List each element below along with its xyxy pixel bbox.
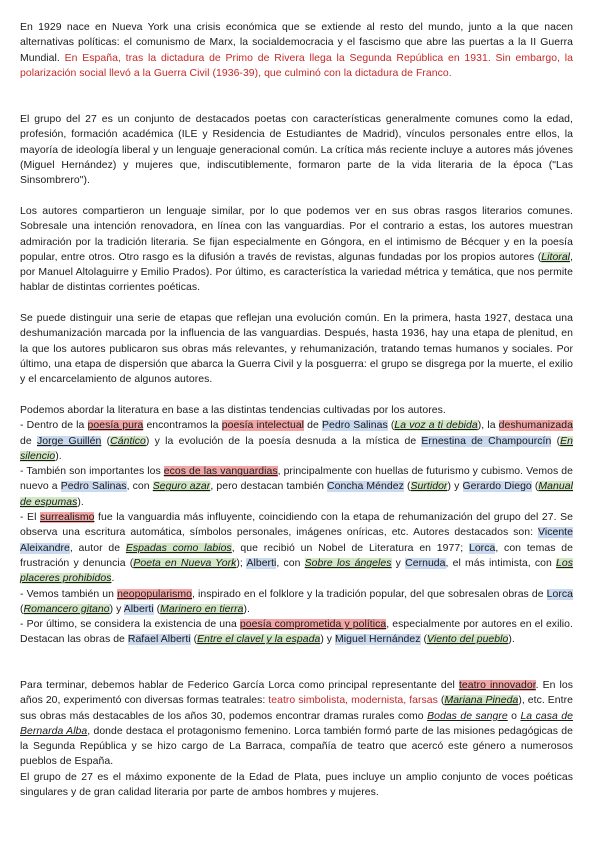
trend-highlight: neopopularismo	[117, 588, 193, 600]
author-name: Lorca	[468, 542, 496, 554]
author-name: Ernestina de Champourcín	[421, 435, 552, 447]
work-title: Mariana Pineda	[444, 695, 519, 707]
author-name: Lorca	[546, 588, 573, 600]
author-name: Gerardo Diego	[462, 481, 532, 493]
author-name: Vicente Aleixandre	[20, 527, 573, 554]
trend-highlight: ecos de las vanguardias	[163, 466, 278, 478]
work-title: Los placeres prohibidos	[20, 557, 574, 585]
trend-highlight: poesía intelectual	[221, 420, 305, 432]
theatre-forms-red-text: teatro simbolista, modernista, farsas	[268, 695, 438, 707]
work-title: Sobre los ángeles	[304, 557, 392, 569]
author-name: Pedro Salinas	[321, 420, 388, 432]
paragraph-context	[20, 20, 573, 81]
paragraph-trends: Podemos abordar la literatura en base a las distintas tendencias cultivadas por los autores. - Dentro de la poesía pura encontramos la poesía intelectual de Pedro Salinas (La voz a ti debida), la deshumanizada de Jorge Guillén (Cántico) y la evolución de la poesía desnuda a la mística de Ernestina de Champourcín (En silencio). - También son importantes los ecos de las vanguardias, principalmente con huellas de futurismo y cubismo. Vemos de nuevo a Pedro Salinas, con Seguro azar, pero destacan también Concha Méndez (Surtidor) y Gerardo Diego (Manual de espumas). - El surrealismo fue la vanguardia más influyente, coincidiendo con la etapa de rehumanización del grupo del 27. Se observa una escritura automática, símbolos personales, imágenes oníricas, etc. Autores destacados son: Vicente Aleixandre, autor de Espadas como labios, que recibió un Nobel de Literatura en 1977; Lorca, con temas de frustración y denuncia (Poeta en Nueva York); Alberti, con Sobre los ángeles y Cernuda, el más intimista, con Los placeres prohibidos. - Vemos también un neopopularismo, inspirado en el folklore y la tradición popular, del que sobresalen obras de Lorca (Romancero gitano) y Alberti (Marinero en tierra). - Por último, se considera la existencia de una poesía comprometida y política, especialmente por autores en el exilio. Destacan las obras de Rafael Alberti (Entre el clavel y la espada) y Miguel Hernández (Viento del pueblo).	[20, 405, 574, 646]
trend-comprometida: - Por último, se considera la existencia de una poesía comprometida y política, especialmente por autores en el exilio. Destacan las obras de Rafael Alberti (Entre el clavel y la espada) y Miguel Hernández (Viento del pueblo).	[20, 619, 573, 646]
work-title: Marinero en tierra	[160, 603, 244, 615]
paragraph-conclusion: El grupo de 27 es el máximo exponente de la Edad de Plata, pues incluye un amplio conjunto de voces poéticas singulares y de gran calidad literaria por parte de ambos hombres y mujeres.	[20, 772, 573, 799]
trend-highlight: poesía comprometida y política	[239, 619, 387, 631]
work-title: Viento del pueblo	[427, 634, 509, 646]
work-title: Entre el clavel y la espada	[197, 634, 321, 646]
trend-highlight: deshumanizada	[498, 420, 574, 432]
work-title: Manual de espumas	[20, 481, 573, 508]
trend-vanguardias: - También son importantes los ecos de las vanguardias, principalmente con huellas de futurismo y cubismo. Vemos de nuevo a Pedro Salinas, con Seguro azar, pero destacan también Concha Méndez (Surtidor) y Gerardo Diego (Manual de espumas).	[20, 466, 573, 508]
author-name: Pedro Salinas	[60, 481, 127, 493]
paragraph-features: Los autores compartieron un lenguaje similar, por lo que podemos ver en sus obras rasgos literarios comunes. Sobresale una intención renovadora, en línea con las vanguardias. Por el contrario a estas, los autores muestran admiración por la tradición literaria. Se fijan especialmente en Góngora, en el intimismo de Bécquer y en la poesía popular, entre otros. Otro rasgo es la difusión a través de revistas, algunas fundadas por los propios autores (Litoral, por Manuel Altolaguirre y Emilio Prados). Por último, es característica la variedad métrica y temática, que nos permite hablar de distintas corrientes poéticas.	[20, 206, 573, 294]
trend-poesia-pura: - Dentro de la poesía pura encontramos la poesía intelectual de Pedro Salinas (La voz a ti debida), la deshumanizada de Jorge Guillén (Cántico) y la evolución de la poesía desnuda a la mística de Ernestina de Champourcín (En silencio).	[20, 420, 574, 462]
author-name: Alberti	[246, 557, 277, 569]
trend-highlight: poesía pura	[87, 420, 144, 432]
work-title: Poeta en Nueva York	[133, 557, 237, 569]
trend-highlight: teatro innovador	[458, 680, 536, 691]
author-name: Miguel Hernández	[335, 634, 421, 646]
trend-highlight: surrealismo	[39, 512, 95, 524]
work-title: Cántico	[110, 435, 146, 447]
work-title: La casa de Bernarda Alba	[20, 710, 573, 737]
author-name: Alberti	[123, 603, 154, 615]
paragraph-stages: Se puede distinguir una serie de etapas que reflejan una evolución común. En la primera, hasta 1927, destaca una deshumanización marcada por la influencia de las vanguardias. Después, hasta 1936, hay una etapa de plenitud, en la que los autores publicaron sus obras más relevantes, y rehumanización, tratando temas humanos y sociales. Por último, una etapa de dispersión que abarca la Guerra Civil y la posguerra: el grupo se disgrega por la muerte, el exilio y el encarcelamiento de algunos autores.	[20, 313, 573, 386]
author-name: Concha Méndez	[327, 481, 404, 493]
author-name: Jorge Guillén	[36, 435, 102, 447]
trend-surrealismo: - El surrealismo fue la vanguardia más influyente, coincidiendo con la etapa de rehumanización del grupo del 27. Se observa una escritura automática, símbolos personales, imágenes oníricas, etc. Autores destacados son: Vicente Aleixandre, autor de Espadas como labios, que recibió un Nobel de Literatura en 1977; Lorca, con temas de frustración y denuncia (Poeta en Nueva York); Alberti, con Sobre los ángeles y Cernuda, el más intimista, con Los placeres prohibidos.	[20, 512, 574, 585]
work-title: Bodas de sangre	[427, 710, 508, 722]
work-title: Espadas como labios	[125, 542, 232, 554]
paragraph-definition: El grupo del 27 es un conjunto de destacados poetas con características generalmente comunes como la edad, profesión, formación académica (ILE y Residencia de Estudiantes de Madrid), vínculos personales entre ellos, la mayoría de ideología liberal y un lenguaje generacional común. La crítica más reciente incluye a autores más jóvenes (Miguel Hernández) y mujeres que, indiscutiblemente, formaron parte de la vida literaria de la época ("Las Sinsombrero").	[20, 114, 573, 187]
work-title: En silencio	[20, 435, 573, 462]
work-title: Seguro azar	[152, 481, 211, 493]
work-litoral: Litoral	[541, 251, 571, 263]
context-text: En 1929 nace en Nueva York una crisis económica que se extiende al resto del mundo, junto a la que nacen alternativas políticas: el comunismo de Marx, la socialdemocracia y el fascismo que abre las puertas a la II Guerra Mundial.	[20, 22, 573, 64]
paragraph-lorca-theatre: Para terminar, debemos hablar de Federico García Lorca como principal representante del teatro innovador. En los años 20, experimentó con diversas formas teatrales: teatro simbolista, modernista, farsas (Mariana Pineda), etc. Entre sus obras más destacables de los años 30, podemos encontrar dramas rurales como Bodas de sangre o La casa de Bernarda Alba, donde destaca el protagonismo femenino. Lorca también formó parte de las misiones pedagógicas de la Segunda República y se hizo cargo de La Barraca, compañía de teatro que acercó este género a numerosos pueblos de España.	[20, 680, 573, 768]
work-title: Romancero gitano	[23, 603, 110, 615]
work-title: La voz a ti debida	[394, 420, 478, 432]
author-name: Cernuda	[405, 557, 446, 569]
context-red-text: En España, tras la dictadura de Primo de Rivera llega la Segunda República en 1931. Sin embargo, la polarización social llevó a la Guerra Civil (1936-39), que culminó con la dictadura de Franco.	[20, 52, 573, 79]
trend-neopopularismo: - Vemos también un neopopularismo, inspirado en el folklore y la tradición popular, del que sobresalen obras de Lorca (Romancero gitano) y Alberti (Marinero en tierra).	[20, 588, 573, 615]
author-name: Rafael Alberti	[127, 634, 191, 646]
work-title: Surtidor	[410, 481, 448, 493]
